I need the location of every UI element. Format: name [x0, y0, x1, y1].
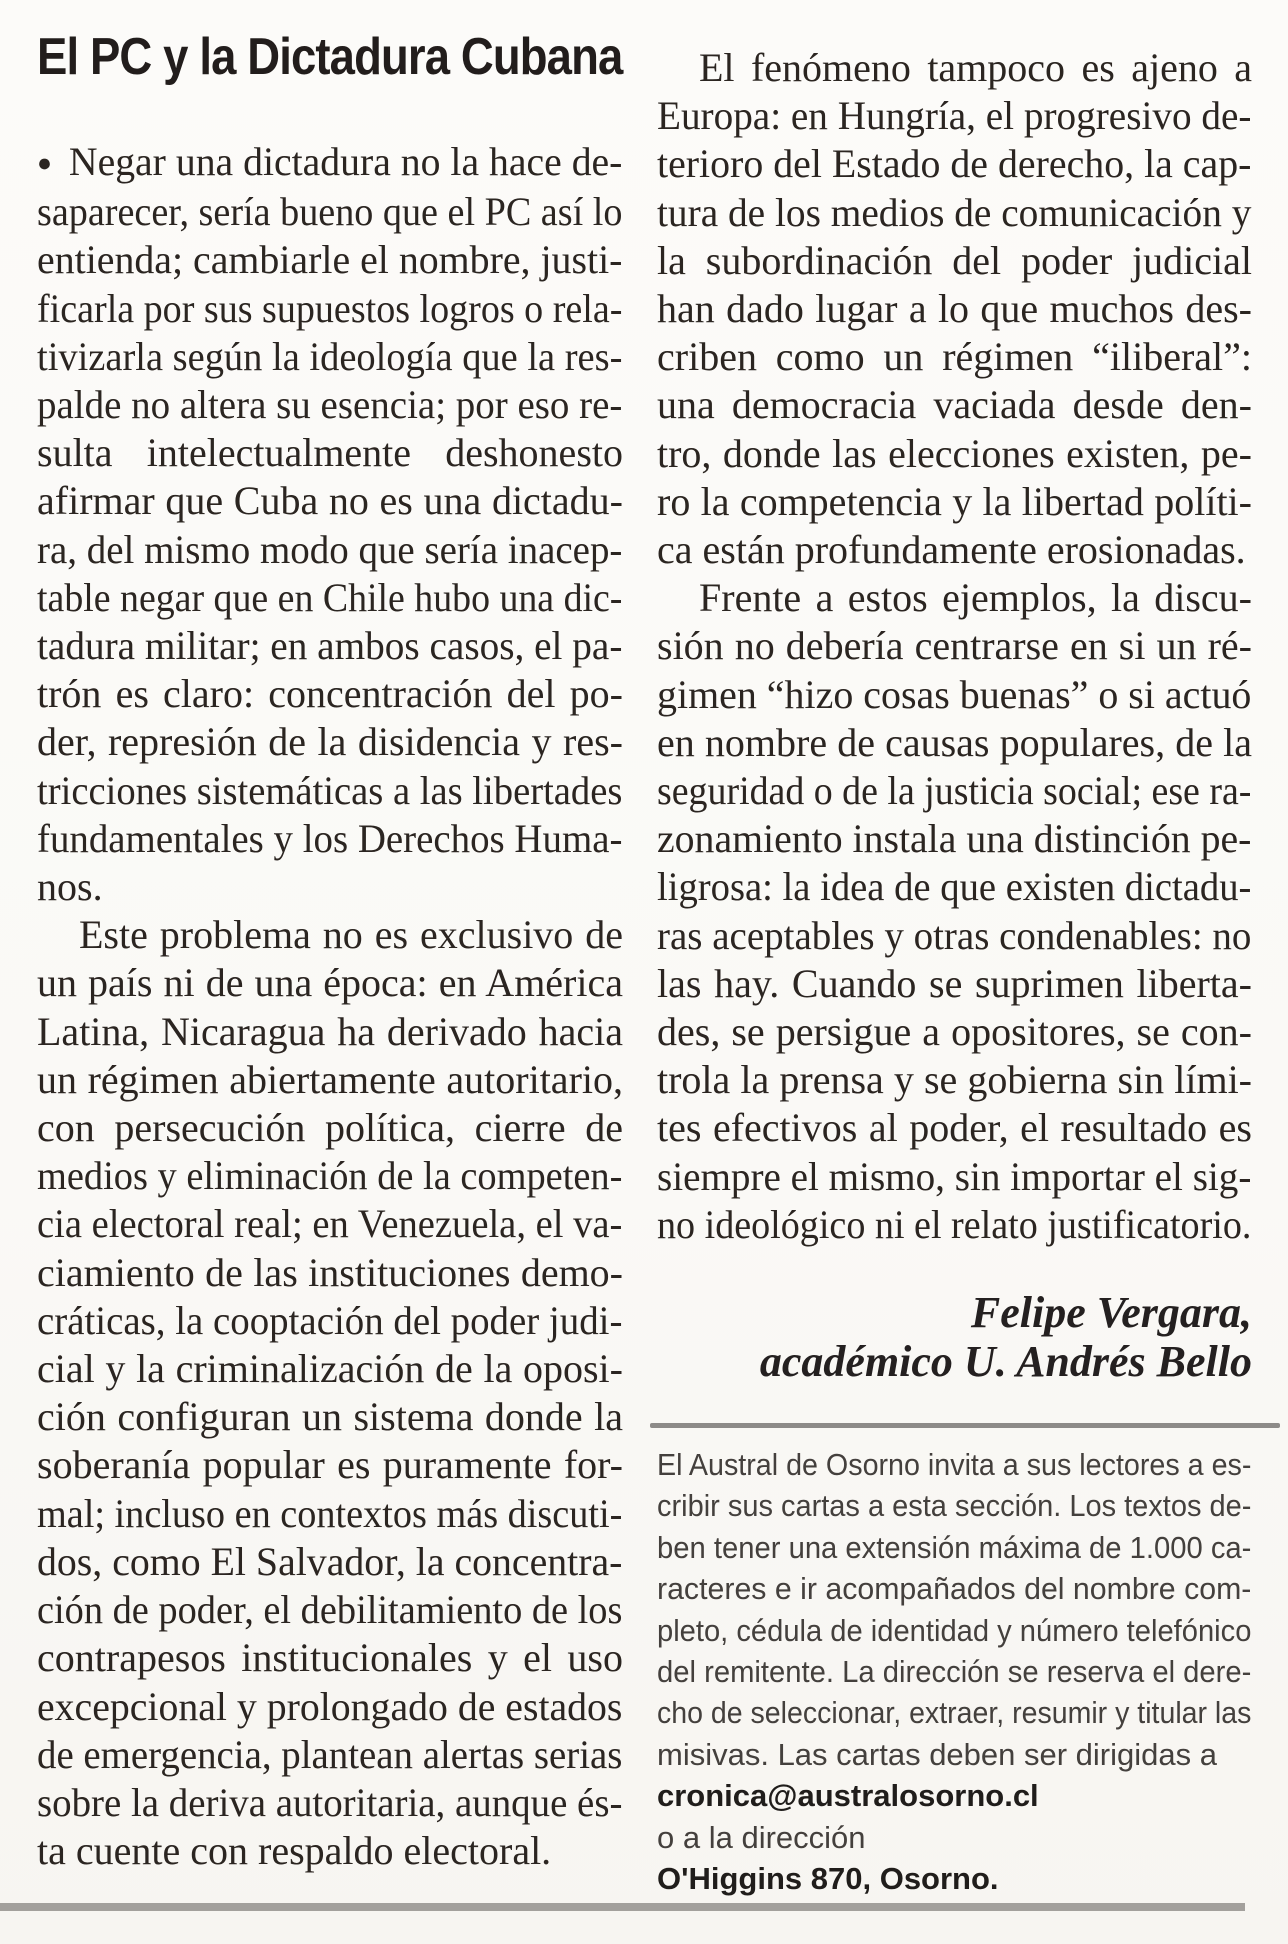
body-line: entienda; cambiarle el nombre, justi- — [37, 237, 623, 283]
body-line: fundamentales y los Derechos Huma- — [37, 815, 623, 861]
body-line: cráticas, la cooptación del poder judi- — [37, 1297, 623, 1343]
body-line: ción de poder, el debilitamiento de los — [37, 1587, 623, 1633]
article-title-block — [37, 28, 623, 86]
body-line: gimen “hizo cosas buenas” o si actuó — [657, 671, 1252, 717]
footer-line-bold: cronica@australosorno.cl — [657, 1778, 1039, 1814]
body-line: ro la competencia y la libertad políti- — [657, 478, 1252, 524]
body-line: afirmar que Cuba no es una dictadu- — [37, 478, 623, 524]
body-line: tivizarla según la ideología que la res- — [37, 333, 623, 379]
bullet-icon: ● — [37, 150, 53, 177]
body-line: cia electoral real; en Venezuela, el va- — [37, 1201, 623, 1247]
footer-line-bold: O'Higgins 870, Osorno. — [657, 1861, 999, 1897]
signature-affiliation: académico U. Andrés Bello — [759, 1337, 1252, 1386]
body-line: criben como un régimen “iliberal”: — [657, 334, 1252, 380]
signature-block — [657, 1288, 1252, 1386]
body-line: El fenómeno tampoco es ajeno a — [699, 45, 1252, 90]
body-line: ca están profundamente erosionadas. — [657, 527, 1246, 573]
body-line: tura de los medios de comunicación y — [657, 189, 1252, 235]
body-line: saparecer, sería bueno que el PC así lo — [37, 189, 623, 235]
body-line: terioro del Estado de derecho, la cap- — [657, 141, 1252, 187]
body-line: tro, donde las elecciones existen, pe- — [657, 430, 1252, 476]
body-line: ciamiento de las instituciones demo- — [37, 1249, 623, 1295]
body-line: la subordinación del poder judicial — [657, 237, 1252, 283]
body-line: Este problema no es exclusivo de — [79, 912, 623, 958]
footer-line: o a la dirección — [657, 1819, 866, 1855]
body-line: sobre la deriva autoritaria, aunque és- — [37, 1779, 623, 1825]
section-divider — [650, 1423, 1280, 1428]
body-line: trón es claro: concentración del po- — [37, 671, 623, 717]
body-line: ta cuente con respaldo electoral. — [37, 1828, 552, 1874]
body-line: con persecución política, cierre de — [37, 1105, 623, 1151]
body-line: sulta intelectualmente deshonesto — [37, 430, 623, 476]
footer-line: misivas. Las cartas deben ser dirigidas a — [657, 1736, 1217, 1772]
body-line: tricciones sistemáticas a las libertades — [37, 767, 623, 813]
body-line: cial y la criminalización de la oposi- — [37, 1346, 623, 1392]
body-line: Europa: en Hungría, el progresivo de- — [657, 93, 1252, 139]
body-line: soberanía popular es puramente for- — [37, 1442, 623, 1488]
body-line: en nombre de causas populares, de la — [657, 719, 1252, 765]
footer-line: del remitente. La dirección se reserva el dere- — [657, 1654, 1252, 1690]
body-line: table negar que en Chile hubo una dic- — [37, 574, 623, 620]
bottom-rule — [0, 1903, 1245, 1911]
footer-line: El Austral de Osorno invita a sus lectores a es- — [657, 1447, 1252, 1482]
body-line: las hay. Cuando se suprimen liberta- — [657, 960, 1252, 1006]
body-line: excepcional y prolongado de estados — [37, 1683, 623, 1729]
body-line: ficarla por sus supuestos logros o rela- — [37, 285, 623, 331]
body-line: dos, como El Salvador, la concentra- — [37, 1538, 623, 1584]
body-line: der, represión de la disidencia y res- — [37, 719, 623, 765]
body-line: siempre el mismo, sin importar el sig- — [657, 1153, 1252, 1199]
body-line: palde no altera su esencia; por eso re- — [37, 382, 623, 428]
body-line: tadura militar; en ambos casos, el pa- — [37, 623, 623, 669]
footer-line: pleto, cédula de identidad y número telefónico — [657, 1612, 1252, 1648]
body-line: contrapesos institucionales y el uso — [37, 1635, 623, 1681]
body-line: mal; incluso en contextos más discuti- — [37, 1490, 623, 1536]
body-line: seguridad o de la justicia social; ese ra- — [657, 768, 1252, 814]
body-line: un país ni de una época: en América — [37, 960, 623, 1006]
editorial-note — [657, 1444, 1252, 1899]
body-line: zonamiento instala una distinción pe- — [657, 816, 1252, 862]
body-line: sión no debería centrarse en si un ré- — [657, 623, 1252, 669]
body-line: no ideológico ni el relato justificatorio. — [657, 1201, 1252, 1247]
body-line: Frente a estos ejemplos, la discu- — [699, 575, 1252, 621]
body-line: Latina, Nicaragua ha derivado hacia — [37, 1008, 623, 1054]
footer-line: cho de seleccionar, extraer, resumir y titular las — [657, 1695, 1252, 1731]
body-line: ● Negar una dictadura no la hace de- — [37, 138, 623, 188]
article-column-left — [37, 138, 623, 1875]
body-line: han dado lugar a lo que muchos des- — [657, 286, 1252, 332]
footer-line: racteres e ir acompañados del nombre com- — [657, 1571, 1252, 1607]
body-line: tes efectivos al poder, el resultado es — [657, 1105, 1252, 1151]
article-title: El PC y la Dictadura Cubana — [37, 28, 623, 86]
body-line: ras aceptables y otras condenables: no — [657, 912, 1252, 958]
body-line: des, se persigue a opositores, se con- — [657, 1009, 1252, 1055]
body-line: de emergencia, plantean alertas serias — [37, 1731, 623, 1777]
footer-line: cribir sus cartas a esta sección. Los textos de- — [657, 1488, 1252, 1524]
article-column-right — [657, 44, 1252, 1249]
signature-author: Felipe Vergara, — [970, 1288, 1252, 1337]
body-line: ción configuran un sistema donde la — [37, 1394, 623, 1440]
body-line: medios y eliminación de la competen- — [37, 1153, 623, 1199]
footer-line: ben tener una extensión máxima de 1.000 ca- — [657, 1529, 1252, 1565]
body-line: una democracia vaciada desde den- — [657, 382, 1252, 428]
body-line: ra, del mismo modo que sería inacep- — [37, 526, 623, 572]
body-line: un régimen abiertamente autoritario, — [37, 1056, 623, 1102]
body-line: trola la prensa y se gobierna sin lími- — [657, 1057, 1252, 1103]
body-line: ligrosa: la idea de que existen dictadu- — [657, 864, 1252, 910]
body-line: nos. — [37, 864, 103, 910]
